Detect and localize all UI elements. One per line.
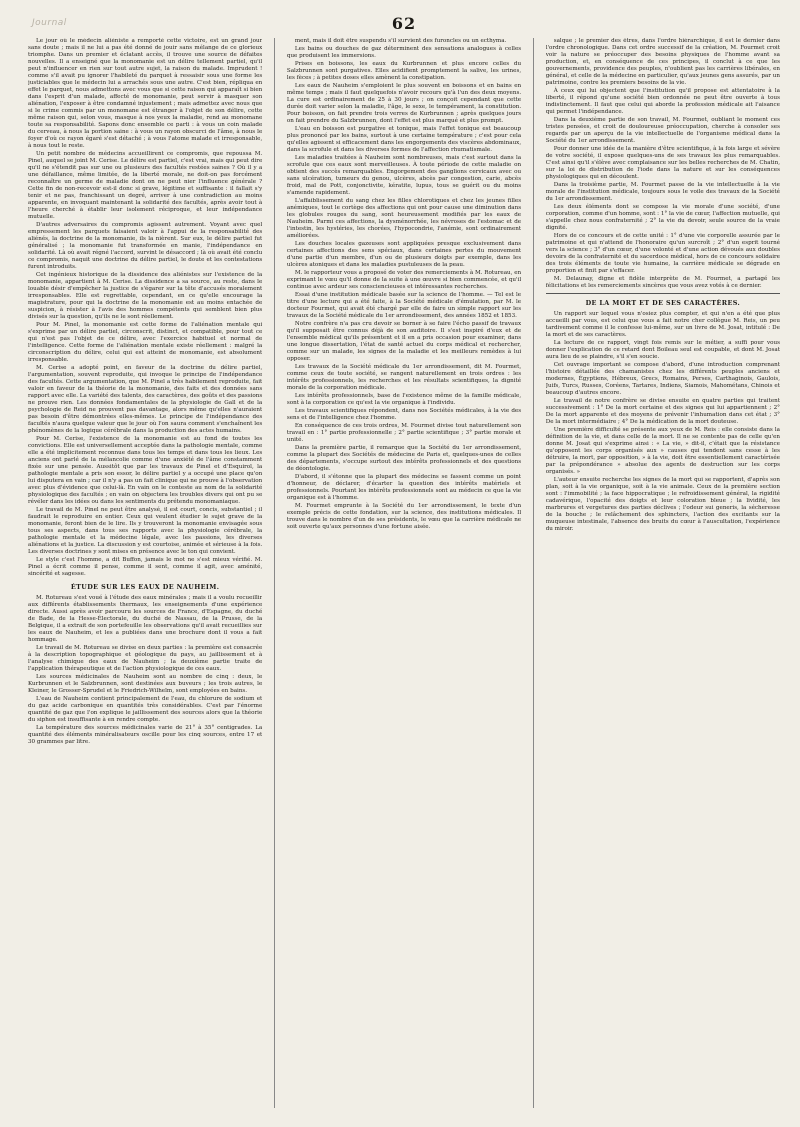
paragraph: La température des sources médicinales varie de 21° à 35° centigrades. La quantité des éléments minéralisateurs oscille pour les cinq sources, entre 17 et 30 grammes par litre. (28, 725, 263, 745)
paragraph: Pour M. Pinel, la monomanie est cette forme de l'aliénation mentale qui s'exprime par un délire partiel, circonscrit, distinct, et compatible, pour tout ce qui n'est pas l'objet de ce délire, avec l'exercice habituel et normal de l'intelligence. Cette forme de l'aliénation mentale existe réellement : malgré la circonscription du délire, celui qui est atteint de monomanie, est absolument irresponsable. (28, 322, 263, 363)
paragraph: Un rapport sur lequel vous n'osiez plus compter, et qui n'en a été que plus accueilli par vous, est celui que vous a fait notre cher collègue M. Reis, un peu tardivement comme il le confesse lui-même, sur un livre de M. Josat, intitulé : De la mort et de ses caractères. (545, 311, 780, 338)
paragraph: Les intérêts professionnels, base de l'existence même de la famille médicale, sont à la corporation ce qu'est la vie organique à l'individu. (286, 393, 522, 406)
library-watermark: Journal (32, 18, 67, 28)
page-header (28, 14, 780, 38)
paragraph: Les travaux scientifiques répondent, dans nos Sociétés médicales, à la vie des sens et de l'intelligence chez l'homme. (286, 408, 522, 421)
paragraph: Le travail de M. Pinel ne peut être analysé, il est court, concis, substantiel ; il faudrait le reproduire en entier. Ceux qui veulent étudier le sujet grave de la monomanie, feront bien de le lire. Ils y trouveront la monomanie envisagée sous tous ses aspects, dans tous ses rapports avec la physiologie cérébrale, la pathologie mentale et la médecine légale, avec les passions, les diverses aliénations et la justice. La discussion y est courtoise, animée et sérieuse à la fois. Les diverses doctrines y sont mises en présence avec le ton qui convient. (28, 507, 263, 555)
paragraph: La lecture de ce rapport, vingt fois remis sur le métier, a suffi pour vous donner l'explication de ce retard dont Boileau seul est coupable, et dont M. Josat aura lieu de se plaindre, s'il s'en soucie. (545, 340, 780, 360)
paragraph: L'affaiblissement du sang chez les filles chlorotiques et chez les jeunes filles anémiques, tout le cortège des affections qui ont pour cause une diminution dans les globules rouges du sang, sont heureusement modifiés par les eaux de Nauheim. Parmi ces affections, la dysménorrhée, les névroses de l'estomac et de l'intestin, les hystéries, les chorées, l'hypocondrie, l'anémie, sont ordinairement améliorées. (286, 198, 522, 239)
paragraph: M. Cerise a adopté point, en faveur de la doctrine du délire partiel, l'argumentation, souvent reproduite, qui invoque le principe de l'indépendance des facultés. Cette argumentation, que M. Pinel a très habilement reproduite, fait valoir en faveur de la théorie de la monomanie, des faits et des données sans rapport avec elle. La variété des talents, des caractères, des goûts et des passions ne prouve rien. Les données fondamentales de la physiologie de Gall et de la psychologie de Reid ne prouvent pas davantage, alors même qu'elles n'auraient pas besoin d'être démontrées elles-mêmes. Le principe de l'indépendance des facultés n'aura quelque valeur que le jour où l'on saura comment s'enchaînent les phénomènes de la logique cérébrale dans la production des actes humains. (28, 365, 263, 434)
paragraph: Les deux éléments dont se compose la vie morale d'une société, d'une corporation, comme d'un homme, sont : 1° la vie de cœur, l'affection mutuelle, qui s'appelle chez nous confraternité ; 2° la vie du devoir, seule source de la vraie dignité. (545, 204, 780, 231)
paragraph: Les sources médicinales de Nauheim sont au nombre de cinq : deux, le Kurbrunnen et le Salzbrunnen, sont destinées aux buveurs ; les trois autres, le Kleiner, le Grosser-Sprudel et le Friedrich-Wilhelm, sont employées en bains. (28, 674, 263, 694)
paragraph: Les eaux de Nauheim s'emploient le plus souvent en boissons et en bains en même temps ; mais il faut quelquefois n'avoir recours qu'à l'un des deux moyens. La cure est ordinairement de 25 à 30 jours ; on conçoit cependant que cette durée doit varier selon la maladie, l'âge, le sexe, le tempérament, la constitution. Pour boisson, on fait prendre trois verres de Kurbrunnen ; après quelques jours on fait prendre du Salzbrunnen, dont l'effet est plus marqué et plus prompt. (286, 83, 522, 124)
paragraph: ment, mais il doit être suspendu s'il survient des furoncles ou un ecthyma. (294, 38, 507, 44)
paragraph: Les maladies traitées à Nauheim sont nombreuses, mais c'est surtout dans la scrofule que ces eaux sont merveilleuses. À toute période de cette maladie on obtient des succès remarquables. Engorgement des ganglions cervicaux avec ou sans ulcération, tumeurs du genou, ulcères, abcès par congestion, carie, abcès froid, mal de Pott, conjonctivite, kératite, lupus, tous se guérit ou du moins s'amende rapidement. (286, 155, 522, 196)
newspaper-page (28, 14, 780, 1114)
paragraph: M. Delaunay, digne et fidèle interprète de M. Fourmet, a partagé les félicitations et les remerciements sincères que vous avez votés à ce dernier. (545, 276, 780, 289)
column-middle (287, 38, 521, 1108)
paragraph: Le style c'est l'homme, a dit Buffon, jamais le mot ne s'est mieux vérifié. M. Pinel a écrit comme il pense, comme il sent, comme il agit, avec aménité, sincérité et sagesse. (28, 557, 263, 577)
section-rule (546, 293, 780, 294)
paragraph: D'abord, il s'étonne que la plupart des médecins se fassent comme un point d'honneur, de déclarer, d'écarter la question des intérêts matériels et professionnels. Pourtant les intérêts professionnels sont au médecin ce que la vie organique est à l'homme. (286, 474, 522, 501)
paragraph: L'eau en boisson est purgative et tonique, mais l'effet tonique est beaucoup plus prononcé par les bains, surtout à une certaine température ; c'est pour cela qu'elles agissent si efficacement dans les engorgements des viscères abdominaux, dans la scrofule et dans les diverses formes de l'affection rhumatismale. (286, 126, 522, 153)
paragraph: Les bains ou douches de gaz déterminent des sensations analogues à celles que produisent les immersions. (286, 46, 522, 59)
section-heading: DE LA MORT ET DE SES CARACTÈRES. (585, 299, 741, 307)
paragraph: L'auteur ensuite recherche les signes de la mort qui se rapportent, d'après son plan, soit à la vie organique, soit à la vie animale. Ceux de la première section sont : l'immobilité ; la face hippocratique ; le refroidissement général, la rigidité cadavérique, l'opacité des doigts et leur coloration bleue ; la lividité, les marbrures et vergetures des parties déclives ; l'odeur sui generis, la sécheresse de la bouche ; le relâchement des sphincters, l'action des excitants sur la muqueuse intestinale, l'absence des bruits du cœur à l'auscultation, l'expérience du miroir. (545, 477, 780, 532)
paragraph: D'autres adversaires du compromis agissent autrement. Voyant avec quel empressement les parquets faisaient valoir à l'appui de la responsabilité des aliénés, la doctrine de la monomanie, ils la nièrent. Sur eux, le délire partiel fut généralisé ; la monomanie fut transformée en manie, l'indépendance en solidarité. Là où avait régné l'accord, survint le désaccord ; là où avait été conclu ce compromis, naquit une doctrine du délire partiel, le doute et les contestations furent introduits. (28, 222, 263, 270)
text-columns (28, 38, 780, 1108)
column-right (546, 38, 780, 1108)
paragraph: Dans la troisième partie, M. Fourmet passe de la vie intellectuelle à la vie morale de l'institution médicale, toujours sous le voile des travaux de la Société du 1er arrondissement. (545, 182, 780, 202)
paragraph: M. Fourmet emprunte à la Société du 1er arrondissement, le texte d'un exemple précis de cette fondation, sur la science, des institutions médicales. Il trouve dans le nombre d'un de ses présidents, le vœu que la carrière médicale ne soit ouverte qu'aux personnes d'une fortune aisée. (286, 503, 522, 530)
paragraph: Cet ingénieux historique de la dissidence des aliénistes sur l'existence de la monomanie, appartient à M. Cerise. La dissidence a sa source, au reste, dans le louable désir d'empêcher la justice de s'égarer sur la tête d'accusés moralement irresponsables. Elle est regrettable, cependant, en ce qu'elle encourage la magistrature, pour qui la doctrine de la monomanie est au moins entachée de suspicion, à résister à l'avis des hommes compétents qui semblent bien plus divisés sur la question, qu'ils ne le sont réellement. (28, 272, 263, 320)
paragraph: Prises en boissons, les eaux du Kurbrunnen et plus encore celles du Salzbrunnen sont purgatives. Elles acidifient promptement la salive, les urines, les fèces ; à petites doses elles amènent la constipation. (286, 61, 522, 81)
paragraph: M. le rapporteur vous a proposé de voter des remerciements à M. Rotureau, en exprimant le vœu qu'il donne de la suite à une œuvre si bien commencée, et qu'il continue avec ardeur ses consciencieuses et intéressantes recherches. (286, 270, 522, 290)
paragraph: Les douches locales gazeuses sont appliquées presque exclusivement dans certaines affections des sens spéciaux, dans certaines pertes du mouvement d'une partie d'un membre, d'un ou de plusieurs doigts par exemple, dans les ulcères atoniques et dans les maladies pustuleuses de la peau. (286, 241, 522, 268)
page-number: 62 (391, 14, 417, 33)
paragraph: Hors de ce concours et de cette unité : 1° d'une vie corporelle assurée par le patrimoine et qui n'attend de l'honoraire qu'un surcroît ; 2° d'un esprit tourné vers la science ; 3° d'un cœur, d'une volonté et d'une action dévoués aux doubles devoirs de la confraternité et du sacerdoce médical, hors de ce concours solidaire des trois éléments de toute vie humaine, la carrière médicale se dégrade en proportion et finit par s'effacer. (545, 233, 780, 274)
paragraph: Un petit nombre de médecins accueillirent ce compromis, que repoussa M. Pinel, auquel se joint M. Cerise. Le délire est partiel, c'est vrai, mais qui peut dire qu'il ne s'étendit pas sur une ou plusieurs des facultés restées saines ? Où il y a une défaillance, même limitée, de la liberté morale, ne doit-on pas forcément reconnaître un germe de maladie dont on ne peut nier l'influence générale ? Cette fin de non-recevoir est-il donc si grave, légitime et suffisante : il fallait s'y tenir et ne pas, franchissant un degré, arriver à une contradiction au moins apparente, en invoquant maintenant la solidarité des facultés, après avoir tout à l'heure cherché à établir leur isolement réciproque, et leur indépendance mutuelle. (28, 151, 263, 220)
paragraph: salque ; le premier des êtres, dans l'ordre hiérarchique, il est le dernier dans l'ordre chronologique. Dans cet ordre successif de la création, M. Fourmet croit voir la nature se préoccuper des besoins physiques de l'homme avant sa production, et, en conséquence de ces principes, il conclut à ce que les gouvernements, providence des peuples, n'oublient pas les carrières libérales, en général, et celle de la médecine en particulier, qu'aux jeunes gens assurés, par un patrimoine, contre les premiers besoins de la vie. (545, 38, 780, 86)
paragraph: Essai d'une institution médicale basée sur la science de l'homme. — Tel est le titre d'une lecture qui a été faite, à la Société médicale d'émulation, par M. le docteur Fourmet, qui avait été chargé par elle de faire un simple rapport sur les travaux de la Société médicale du 1er arrondissement, des années 1852 et 1853. (286, 292, 522, 319)
paragraph: L'eau de Nauheim contient principalement de l'eau, du chlorure de sodium et du gaz acide carbonique en quantités très considérables. C'est par l'énorme quantité de gaz que l'on explique le jaillissement des sources alors que la théorie du siphon est insuffisante à en rendre compte. (28, 696, 263, 723)
paragraph: M. Rotureau s'est voué à l'étude des eaux minérales ; mais il a voulu recueillir aux différents établissements thermaux, les enseignements d'une expérience directe. Aussi après avoir parcouru les sources de France, d'Espagne, du duché de Bade, de la Hesse-Électorale, du duché de Nassau, de la Prusse, de la Belgique, il a extrait de son portefeuille les observations qu'il avait recueillies sur les eaux de Nauheim, et les a publiées dans une brochure dont il vous a fait hommage. (28, 595, 263, 643)
paragraph: Pour M. Cerise, l'existence de la monomanie est au fond de toutes les convictions. Elle est universellement acceptée dans la pathologie mentale, comme elle a été implicitement reconnue dans tous les temps et dans tous les lieux. Les anciens ont parlé de la mélancolie comme d'une anxiété de l'âme constamment fixée sur une pensée. Aussitôt que par les travaux de Pinel et d'Esquirol, la pathologie mentale a pris son essor, le délire partiel y a occupé une place qu'on lui disputera en vain ; car il n'y a pas un fait clinique qui ne prouve à l'observation avec plus d'évidence que celui-là. En vain on le conteste au nom de la solidarité physiologique des facultés ; en vain on objectera les troubles divers qui ont pu se révéler dans les idées ou dans les sentiments du prétendu monomaniaque. (28, 436, 263, 505)
paragraph: À ceux qui lui objectent que l'institution qu'il propose est attentatoire à la liberté, il répond qu'une société bien ordonnée ne peut être ouverte à tous indistinctement. Il faut que celui qui aborde la profession médicale ait l'aisance qui permet l'indépendance. (545, 88, 780, 115)
paragraph: Le jour où le médecin aliéniste a remporté cette victoire, est un grand jour sans doute ; mais il ne lui a pas été donné de jouir sans mélange de ce glorieux triomphe. Dans un premier et éclatant accès, il trouve une source de défaites nouvelles. Il a enseigné que la monomanie est un délire tellement partiel, qu'il peut n'influencer en rien sur tout autre sujet, la raison du malade. Imprudent ! comme s'il avait pu ignorer l'habileté du parquet à ressaisir sous une forme les justiciables que le médecin lui a arrachés sous une autre. C'est bien, répliqua en effet le parquet, nous admettons avec vous que si cette raison qui apparaît si bien dans l'esprit d'un malade, affecté de monomanie, peut servir à masquer son aliénation, l'exposer à être condamné injustement ; mais admettez avec nous que si le crime commis par un monomane est étranger à l'objet de son délire, cette même raison qui, selon vous, masque à nos yeux la maladie, rend au monomane toute sa responsabilité. Sapons donc ensemble ce parti : à vous un coin malade du cerveau, à nous la portion saine : à vous un rayon obscurci de l'âme, à nous le foyer d'où ce rayon égaré s'est détaché ; à vous l'atome malade et irresponsable, à nous tout le reste. (28, 38, 263, 149)
paragraph: Dans la deuxième partie de son travail, M. Fourmet, oubliant le moment ces tristes pensées, et croit de douloureuse préoccupation, cherche à consoler ses regards par un aperçu de la vie intellectuelle de l'organisme médical dans la Société du 1er arrondissement. (545, 117, 780, 144)
column-left (28, 38, 262, 1108)
paragraph: Le travail de M. Rotureau se divise en deux parties : la première est consacrée à la description topographique et géologique du pays, au jaillissement et à l'analyse chimique des eaux de Nauheim ; la deuxième partie traite de l'application thérapeutique et de l'action physiologique de ces eaux. (28, 645, 263, 672)
paragraph: Dans la première partie, il remarque que la Société du 1er arrondissement, comme la plupart des Sociétés de médecine de Paris et, quelques-unes de celles des départements, s'occupe surtout des intérêts professionnels et des questions de déontologie. (286, 445, 522, 472)
section-heading: ÉTUDE SUR LES EAUX DE NAUHEIM. (70, 583, 220, 591)
paragraph: Une première difficulté se présente aux yeux de M. Reis : elle consiste dans la définition de la vie, et dans celle de la mort. Il ne se contente pas de celle qu'en donne M. Josat qui s'exprime ainsi : « La vie, » dit-il, c'était que la résistance qu'opposent les corps organisés aux » causes qui tendent sans cesse à les détruire, la mort, par opposition, » à la vie, doit être essentiellement caractérisée par la prépondérance » absolue des agents de destruction sur les corps organisés. » (545, 427, 780, 475)
paragraph: En conséquence de ces trois ordres, M. Fourmet divise tout naturellement son travail en : 1° partie professionnelle ; 2° partie scientifique ; 3° partie morale et unité. (286, 423, 522, 443)
column-divider (274, 38, 275, 1108)
paragraph: Notre confrère n'a pas cru devoir se borner à se faire l'écho passif de travaux qu'il supposait être connus déjà de son auditoire. Il s'est inspiré d'eux et de l'ensemble médical qu'ils présentent et il en a pris occasion pour examiner, dans une longue dissertation, l'état de santé actuel du corps médical et rechercher, comme sur un malade, les signes de la maladie et les meilleurs remèdes à lui opposer. (286, 321, 522, 362)
paragraph: Cet ouvrage important se compose d'abord, d'une introduction comprenant l'histoire détaillée des chamanistes chez les différents peuples anciens et modernes, Égyptiens, Hébreux, Grecs, Romains, Perses, Carthaginois, Gaulois, Juifs, Turcs, Russes, Coréens, Tartares, Indiens, Siamois, Mahométans, Chinois et beaucoup d'autres encore. (545, 362, 780, 396)
paragraph: Les travaux de la Société médicale du 1er arrondissement, dit M. Fourmet, comme ceux de toute société, se rangent naturellement en trois ordres : les intérêts professionnels, les recherches et les résultats scientifiques, la dignité morale de la corporation médicale. (286, 364, 522, 391)
column-divider (533, 38, 534, 1108)
paragraph: Le travail de notre confrère se divise ensuite en quatre parties qui traitent successivement : 1° De la mort certaine et des signes qui lui appartiennent ; 2° De la mort apparente et des moyens de prévenir l'inhumation dans cet état ; 3° De la mort intermédiaire ; 4° De la médication de la mort douteuse. (545, 398, 780, 425)
paragraph: Pour donner une idée de la manière d'être scientifique, à la fois large et sévère de votre société, il expose quelques-uns de ses travaux les plus remarquables. C'est ainsi qu'il s'élève avec complaisance sur les belles recherches de M. Chatin, sur la loi de distribution de l'iode dans la nature et sur les conséquences physiologiques qui en découlent. (545, 146, 780, 180)
